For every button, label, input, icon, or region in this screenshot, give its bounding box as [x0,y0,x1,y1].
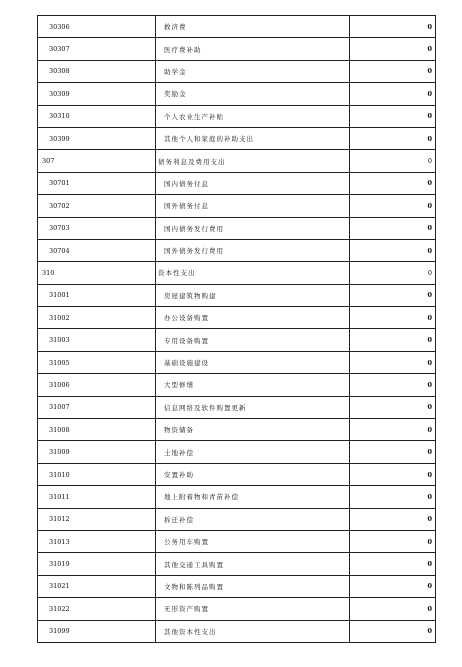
expenditure-table-body [38,16,436,643]
row-amount-cell: 0 [350,172,436,194]
row-name-cell: 国内债务发行费用 [156,217,350,239]
row-amount-cell: 0 [350,530,436,552]
row-name-cell: 安置补助 [156,463,350,485]
table-row [38,508,436,530]
row-code-cell: 30704 [38,239,156,261]
row-code-cell: 31002 [38,307,156,329]
table-row [38,127,436,149]
row-code-cell: 31019 [38,553,156,575]
table-row [38,105,436,127]
row-code-cell: 31012 [38,508,156,530]
row-code-cell: 30307 [38,38,156,60]
row-name-cell: 基础设施建设 [156,351,350,373]
row-amount-cell: 0 [350,351,436,373]
row-code-cell: 31007 [38,396,156,418]
row-name-cell: 其他资本性支出 [156,620,350,642]
row-name-cell: 医疗费补助 [156,38,350,60]
row-name-cell: 信息网络及软件购置更新 [156,396,350,418]
row-code-cell: 30702 [38,195,156,217]
row-amount-cell: 0 [350,38,436,60]
row-name-cell: 无形资产购置 [156,598,350,620]
row-name-cell: 救济费 [156,16,350,38]
row-name-cell: 大型修缮 [156,374,350,396]
row-name-cell: 助学金 [156,60,350,82]
table-group-row [38,150,436,172]
row-amount-cell: 0 [350,105,436,127]
expenditure-table [37,15,436,643]
row-code-cell: 31005 [38,351,156,373]
row-amount-cell: 0 [350,284,436,306]
table-row [38,374,436,396]
row-amount-cell: 0 [350,598,436,620]
row-code-cell: 30703 [38,217,156,239]
row-amount-cell: 0 [350,16,436,38]
table-row [38,172,436,194]
row-code-cell: 31006 [38,374,156,396]
table-row [38,239,436,261]
row-code-cell: 31003 [38,329,156,351]
row-code-cell: 30310 [38,105,156,127]
row-code-cell: 31001 [38,284,156,306]
row-name-cell: 国外债务付息 [156,195,350,217]
row-code-cell: 31021 [38,575,156,597]
row-amount-cell: 0 [350,463,436,485]
row-amount-cell: 0 [350,60,436,82]
table-row [38,575,436,597]
row-name-cell: 文物和陈列品购置 [156,575,350,597]
table-row [38,441,436,463]
table-row [38,307,436,329]
row-code-cell: 31008 [38,419,156,441]
table-row [38,195,436,217]
row-name-cell: 其他交通工具购置 [156,553,350,575]
table-row [38,217,436,239]
row-amount-cell: 0 [350,83,436,105]
row-amount-cell: 0 [350,396,436,418]
row-code-cell: 310 [38,262,156,284]
row-amount-cell: 0 [350,620,436,642]
table-row [38,530,436,552]
table-row [38,396,436,418]
row-name-cell: 房屋建筑物购建 [156,284,350,306]
row-name-cell: 土地补偿 [156,441,350,463]
row-code-cell: 30309 [38,83,156,105]
row-code-cell: 30701 [38,172,156,194]
row-code-cell: 31013 [38,530,156,552]
row-amount-cell: 0 [350,195,436,217]
row-code-cell: 31011 [38,486,156,508]
row-name-cell: 拆迁补偿 [156,508,350,530]
row-name-cell: 奖励金 [156,83,350,105]
row-amount-cell: 0 [350,307,436,329]
table-row [38,16,436,38]
table-row [38,598,436,620]
row-name-cell: 其他个人和家庭的补助支出 [156,127,350,149]
table-row [38,419,436,441]
row-amount-cell: 0 [350,127,436,149]
row-code-cell: 31009 [38,441,156,463]
table-row [38,38,436,60]
table-row [38,329,436,351]
row-name-cell: 专用设备购置 [156,329,350,351]
table-group-row [38,262,436,284]
row-name-cell: 地上附着物和青苗补偿 [156,486,350,508]
table-row [38,83,436,105]
table-row [38,486,436,508]
row-amount-cell: 0 [350,486,436,508]
row-amount-cell: 0 [350,553,436,575]
row-name-cell: 资本性支出 [156,262,350,284]
row-code-cell: 307 [38,150,156,172]
row-code-cell: 30308 [38,60,156,82]
row-amount-cell: 0 [350,374,436,396]
row-amount-cell: 0 [350,239,436,261]
row-amount-cell: 0 [350,329,436,351]
table-row [38,553,436,575]
row-name-cell: 物资储备 [156,419,350,441]
row-code-cell: 30399 [38,127,156,149]
table-row [38,620,436,642]
table-row [38,60,436,82]
row-amount-cell: 0 [350,419,436,441]
row-amount-cell: 0 [350,508,436,530]
row-name-cell: 债务利息及费用支出 [156,150,350,172]
table-row [38,463,436,485]
row-amount-cell: 0 [350,150,436,172]
row-amount-cell: 0 [350,217,436,239]
row-name-cell: 办公设备购置 [156,307,350,329]
row-name-cell: 个人农业生产补贴 [156,105,350,127]
row-code-cell: 31010 [38,463,156,485]
row-amount-cell: 0 [350,262,436,284]
row-name-cell: 公务用车购置 [156,530,350,552]
row-amount-cell: 0 [350,575,436,597]
row-amount-cell: 0 [350,441,436,463]
row-code-cell: 31099 [38,620,156,642]
row-code-cell: 31022 [38,598,156,620]
row-name-cell: 国外债务发行费用 [156,239,350,261]
row-code-cell: 30306 [38,16,156,38]
row-name-cell: 国内债务付息 [156,172,350,194]
table-row [38,284,436,306]
table-row [38,351,436,373]
